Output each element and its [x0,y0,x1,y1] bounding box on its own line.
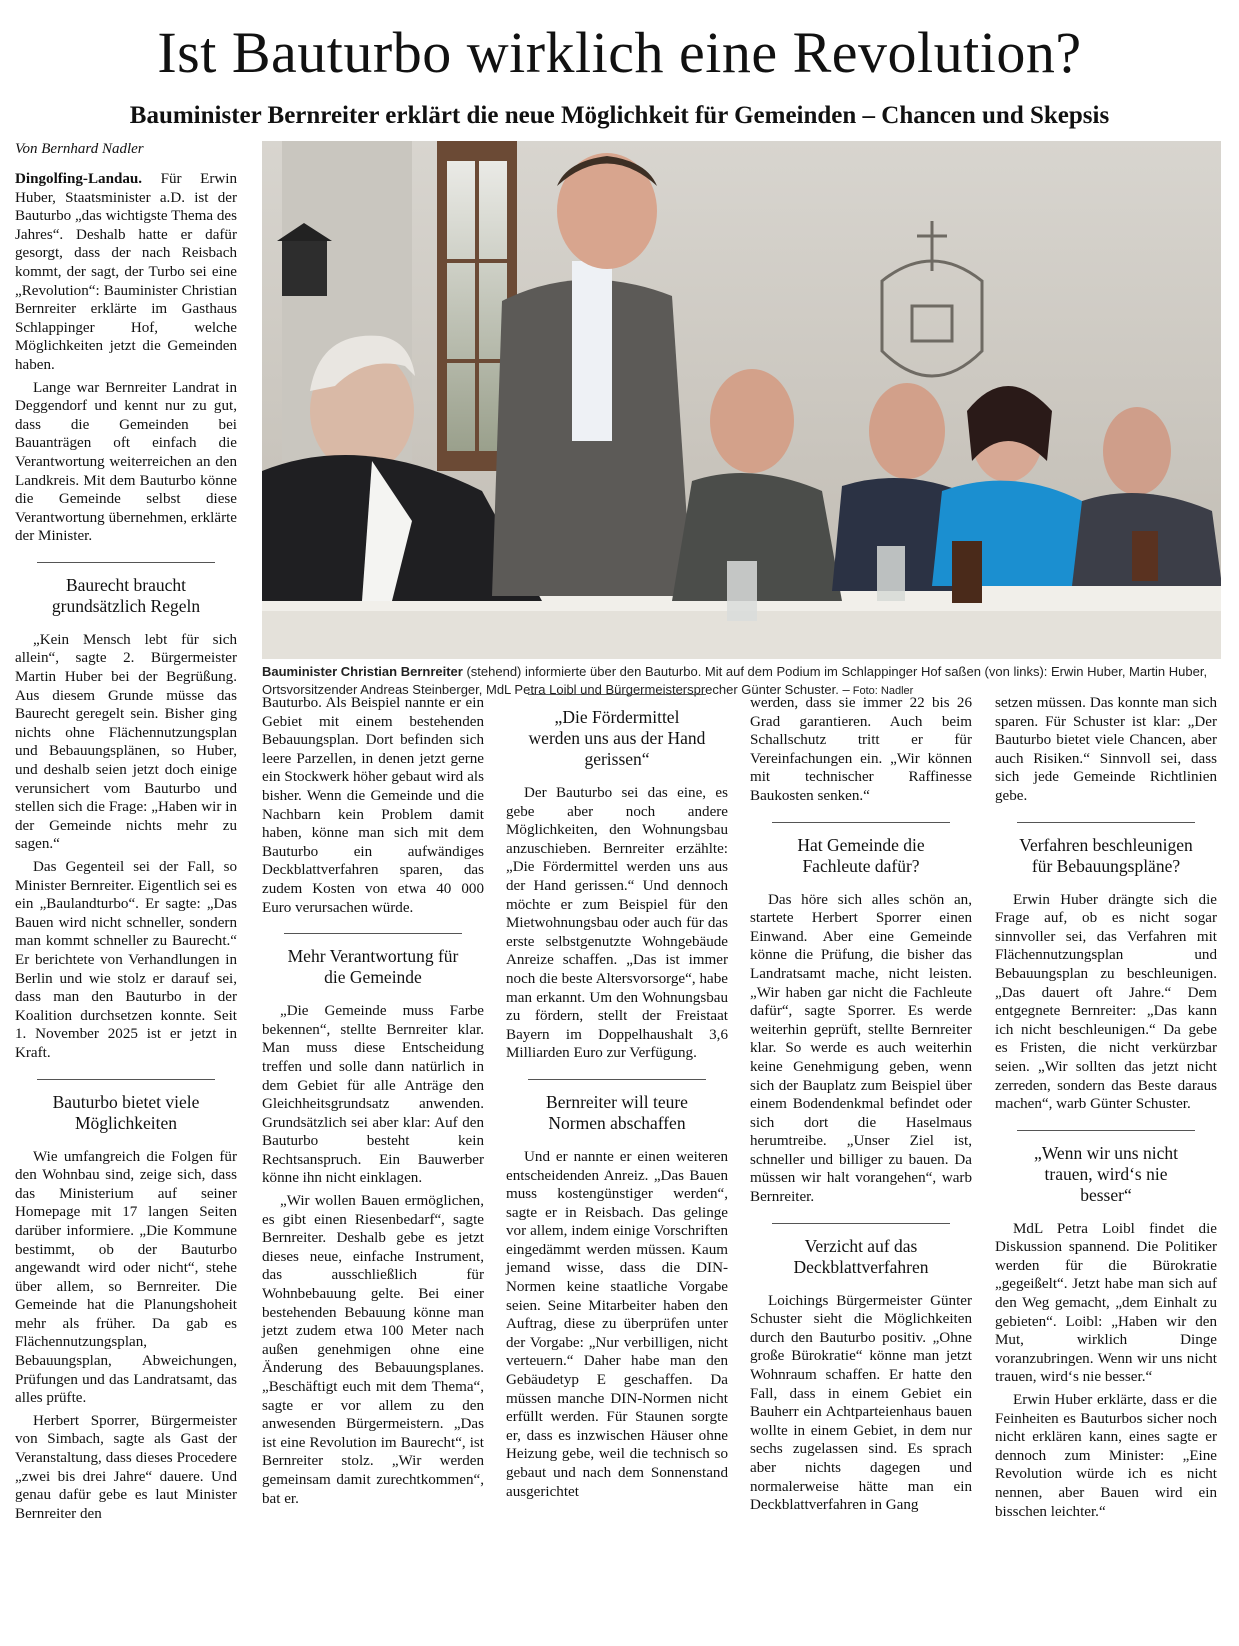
paragraph [15,170,237,375]
column-5 [995,694,1217,1525]
paragraph: Und er nannte er einen weiteren entscheidenden Anreiz. „Das Bauen muss kostengünstiger werden“, sagte er in Reisbach. Das gelinge vor allem, indem einige Vorschriften eingedämmt werden müssen. Kaum jemand wisse, dass die DIN-Normen keine staatliche Vorgabe seien. Seine Mitarbeiter haben den Auftrag, diese zu überprüfen unter der Vorgabe: „Nur verbilligen, nicht verteuern.“ Daher habe man den Gebäudetyp E geschaffen. Da müssen manche DIN-Normen nicht erfüllt werden. Für Staunen sorgte er, dass es inzwischen Häuser ohne Heizung gebe, weil die technisch so gebaut und nach dem Sonnenstand ausgerichtet [506,1148,728,1500]
paragraph: „Kein Mensch lebt für sich allein“, sagte 2. Bürgermeister Martin Huber bei der Begrüßung. Aus diesem Grunde müsse das Baurecht geregelt sein. Bisher ging nichts ohne Flächennutzungsplan und Bebauungsplänen, so Huber, und deshalb seien jetzt doch einige verunsichert vom Bauturbo und stellen sich die Frage: „Haben wir in der Gemeinde nichts mehr zu sagen.“ [15,631,237,853]
paragraph-text: Für Erwin Huber, Staatsminister a.D. ist der Bauturbo „das wichtigste Thema des Jahres“. Deshalb hatte er dafür gesorgt, dass der nach Reisbach kommt, der sagt, der Turbo sei eine „Revolution“: Bauminister Christian Bernreiter erklärte im Gasthaus Schlappinger Hof, welche Möglichkeiten jetzt die Gemeinden haben. [15,171,237,373]
column-1 [15,170,237,1527]
subheading: Hat Gemeinde die Fachleute dafür? [772,822,950,877]
subheading: Bernreiter will teure Normen abschaffen [528,1079,706,1134]
paragraph: Das höre sich alles schön an, startete Herbert Sporrer einen Einwand. Aber eine Gemeinde könne die Prüfung, die bisher das Landratsamt mache, nicht leisten. „Wir haben gar nicht die Fachleute dafür“, sagte Sporrer. Es werde weiterhin geprüft, stellte Bernreiter klar. So werde es auch weiterhin keine Genehmigung geben, wenn sich der Bauplatz zum Beispiel über einem Bodendenkmal befindet oder sich dort die Haselmaus herumtreibe. „Unser Ziel ist, schneller und billiger zu bauen. Da müssen wir halt vorangehen“, warb Bernreiter. [750,891,972,1206]
column-4 [750,694,972,1519]
paragraph: „Die Gemeinde muss Farbe bekennen“, stellte Bernreiter klar. Man muss diese Entscheidung treffen und solle dann natürlich in dem Gebiet für alle Anträge den Gleichheitsgrundsatz anwenden. Grundsätzlich sei aber klar: Auf den Bauturbo besteht kein Rechtsanspruch. Ein Bauwerber könne ihn nicht einklagen. [262,1003,484,1187]
headline: Ist Bauturbo wirklich eine Revolution? [157,20,1082,85]
subheading: Verfahren beschleunigen für Bebauungspläne? [1017,822,1195,877]
subheading: Mehr Verantwortung für die Gemeinde [284,933,462,988]
paragraph: setzen müssen. Das konnte man sich sparen. Für Schuster ist klar: „Der Bauturbo bietet viele Chancen, aber auch Risiken.“ Sinnvoll sei, dass sich jede Gemeinde Richtlinien gebe. [995,695,1217,804]
paragraph: Erwin Huber drängte sich die Frage auf, ob es nicht sogar sinnvoller sei, das Verfahren mit Flächennutzungsplan und Bebauungsplan zu beschleunigen. „Das dauert oft Jahre.“ Dem entgegnete Bernreiter: „Das kann ich nicht beschleunigen.“ Da gebe es Fristen, die nicht verkürzbar seien. „Wir sollten das jetzt nicht zerreden, sondern das Beste daraus machen“, warb Günter Schuster. [995,891,1217,1113]
caption-lead: Bauminister Christian Bernreiter [262,664,463,679]
byline: Von Bernhard Nadler [15,141,144,157]
subheadline: Bauminister Bernreiter erklärt die neue Möglichkeit für Gemeinden – Chancen und Skepsis [129,102,1110,129]
column-2 [262,694,484,1512]
paragraph: Herbert Sporrer, Bürgermeister von Simbach, sagte als Gast der Veranstaltung, dass dieses Procedere „zwei bis drei Jahre“ dauere. Und genau dafür gebe es laut Minister Bernreiter den [15,1412,237,1522]
paragraph: Das Gegenteil sei der Fall, so Minister Bernreiter. Eigentlich sei es ein „Baulandturbo“. Er sagte: „Das Bauen wird nicht schneller, sondern man kommt schneller zu Baurecht.“ Er berichtete von Verhandlungen in Berlin und wie stolz er darauf sei, dass man den Bauturbo in der Koalition durchsetzen konnte. Seit 1. November 2025 ist er jetzt in Kraft. [15,859,237,1061]
photo-credit: Foto: Nadler [849,685,914,697]
dateline: Dingolfing-Landau. [15,171,143,187]
subheading: Bauturbo bietet viele Möglichkeiten [37,1079,215,1134]
paragraph: Erwin Huber erklärte, dass er die Feinheiten es Bauturbos sicher noch nicht erklären kann, eines sagte er dennoch zum Minister: „Eine Revolution würde ich es nicht nennen, aber Bauen wird ein bisschen leichter.“ [995,1392,1217,1520]
caption-text: (stehend) informierte über den Bauturbo. Mit auf dem Podium im Schlappinger Hof saßen (von links): Erwin Huber, Martin Huber, Ortsvorsitzender Andreas Steinberger, MdL Petra Loibl und Bürgermeistersprecher Günter Schuster. – [262,664,1208,697]
subheading: Baurecht braucht grundsätzlich Regeln [37,562,215,617]
subheading: Verzicht auf das Deckblattverfahren [772,1223,950,1278]
subheading: „Die Fördermittel werden uns aus der Hand gerissen“ [528,694,706,770]
paragraph: „Wir wollen Bauen ermöglichen, es gibt einen Riesenbedarf“, sagte Bernreiter. Deshalb gebe es jetzt dieses neue, einfache Instrument, das ausschließlich für Wohnbebauung gelte. Bei einer bestehenden Bebauung könne man jetzt zudem etwa 100 Meter nach außen genehmigen ohne eine Änderung des Bebauungsplanes. „Beschäftigt euch mit dem Thema“, sagte er vor allem zu den anwesenden Bürgermeistern. „Das ist eine Revolution im Baurecht“, ist Bernreiter stolz. „Wir werden gemeinsam damit zurechtkommen“, bat er. [262,1193,484,1507]
subheading: „Wenn wir uns nicht trauen, wird‘s nie besser“ [1017,1130,1195,1206]
paragraph: Bauturbo. Als Beispiel nannte er ein Gebiet mit einem bestehenden Bebauungsplan. Dort befinden sich leere Parzellen, in denen jetzt gerne ein Stockwerk höher gebaut wird als bisher. Wenn die Gemeinde und die Nachbarn kein Problem damit haben, könne man sich mit dem Bauturbo ein aufwändiges Deckblattverfahren sparen, das zudem Kosten von etwa 40 000 Euro verursachen würde. [262,695,484,916]
paragraph: werden, dass sie immer 22 bis 26 Grad garantieren. Auch beim Schallschutz tritt er für Vereinfachungen ein. „Wir können mit technischer Raffinesse Baukosten senken.“ [750,695,972,804]
paragraph: Wie umfangreich die Folgen für den Wohnbau sind, zeige sich, dass das Ministerium auf seiner Homepage mit 17 langen Seiten darüber informiere. „Die Kommune bestimmt, ob der Bauturbo angewandt wird oder nicht“, stehe über allem, so Bernreiter. Die Gemeinde hat die Planungshoheit mehr als früher. Da gab es Flächennutzungsplan, Bebauungsplan, Abweichungen, Prüfungen und das Landratsamt, das alles prüfte. [15,1148,237,1407]
paragraph: Lange war Bernreiter Landrat in Deggendorf und kennt nur zu gut, dass die Gemeinden bei Bauanträgen oft einfach die Verantwortung weiterreichen an den Landkreis. Mit dem Bauturbo könne die Gemeinde selbst diese Verantwortung übernehmen, erklärte der Minister. [15,379,237,545]
article-photo [262,141,1221,659]
paragraph: MdL Petra Loibl findet die Diskussion spannend. Die Politiker werden für die Bürokratie „gegeißelt“. Jetzt habe man sich auf den Weg gemacht, „dem Einhalt zu gebieten“. Loibl: „Haben wir den Mut, wirklich Dinge voranzubringen. Wenn wir uns nicht trauen, wird‘s nie besser.“ [995,1220,1217,1386]
paragraph: Der Bauturbo sei das eine, es gebe aber noch andere Möglichkeiten, den Wohnungsbau anzuschieben. Bernreiter erzählte: „Die Fördermittel werden uns aus der Hand gerissen.“ Und dennoch möchte er zum Beispiel für den Mietwohnungsbau oder auch für das erste selbstgenutzte Wohngebäude Anreize schaffen. „Das ist immer noch die beste Altersvorsorge“, habe man erkannt. Um den Wohnungsbau zu fördern, stellt der Freistaat Bayern im Doppelhaushalt 3,6 Milliarden Euro zur Verfügung. [506,785,728,1062]
column-3 [506,694,728,1505]
paragraph: Loichings Bürgermeister Günter Schuster sieht die Möglichkeiten durch den Bauturbo positiv. „Ohne große Bürokratie“ könne man jetzt Wohnraum schaffen. Er hatte den Fall, dass in einem Gebiet ein Bauherr ein Achtparteienhaus bauen wollte in einem Gebiet, in dem nur sechs zugelassen sind. Es sprach aber nichts dagegen und normalerweise hätte man ein Deckblattverfahren in Gang [750,1292,972,1514]
